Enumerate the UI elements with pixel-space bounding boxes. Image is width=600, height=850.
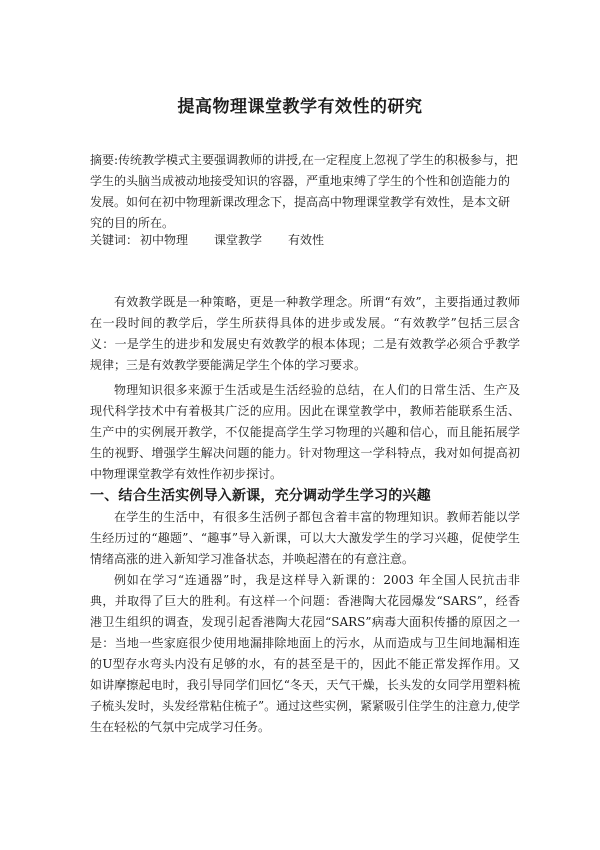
paragraph: 例如在学习“连通器”时，我是这样导入新课的：2003 年全国人民抗击非典，并取得了巨大的胜利。有这样一个问题：香港陶大花园爆发“SARS”，经香港卫生组织的调查，发现引起香港陶大花园“SARS”病毒大面积传播的原因之一是：当地一些家庭很少使用地漏排除地面上的污水，从而造成与卫生间地漏相连的U型存水弯头内没有足够的水，有的甚至是干的，因此不能正常发挥作用。又如讲摩擦起电时，我引导同学们回忆“冬天，天气干燥，长头发的女同学用塑料梳子梳头发时，头发经常粘住梳子”。通过这些实例，紧紧吸引住学生的注意力,使学生在轻松的气氛中完成学习任务。 xyxy=(90,573,520,734)
paragraph: 有效教学既是一种策略，更是一种教学理念。所谓“有效”，主要指通过教师在一段时间的教学后，学生所获得具体的进步或发展。“有效教学”包括三层含义：一是学生的进步和发展史有效教学的根本体现；二是有效教学必须合乎教学规律；三是有效教学要能满足学生个体的学习要求。 xyxy=(90,295,520,372)
body-text xyxy=(90,292,520,738)
abstract: 摘要:传统教学模式主要强调教师的讲授,在一定程度上忽视了学生的积极参与，把学生的头脑当成被动地接受知识的容器，严重地束缚了学生的个性和创造能力的发展。如何在初中物理新课改理念下，提高高中物理课堂教学有效性，是本文研究的目的所在。 xyxy=(90,153,518,230)
keywords-label: 关键词： xyxy=(90,233,139,247)
section-heading: 一、结合生活实例导入新课，充分调动学生学习的兴趣 xyxy=(90,488,431,504)
keyword: 有效性 xyxy=(288,233,325,247)
keywords xyxy=(90,230,350,250)
paragraph: 物理知识很多来源于生活或是生活经验的总结，在人们的日常生活、生产及现代科学技术中有着极其广泛的应用。因此在课堂教学中，教师若能联系生活、生产中的实例展开教学，不仅能提高学生学习物理的兴趣和信心，而且能拓展学生的视野、增强学生解决问题的能力。针对物理这一学科特点，我对如何提高初中物理课堂教学有效性作初步探讨。 xyxy=(90,383,520,481)
page-title: 提高物理课堂教学有效性的研究 xyxy=(177,97,423,117)
keyword: 初中物理 xyxy=(140,233,189,247)
keyword: 课堂教学 xyxy=(214,233,263,247)
paragraph: 在学生的生活中，有很多生活例子都包含着丰富的物理知识。教师若能以学生经历过的“趣题”、“趣事”导入新课，可以大大激发学生的学习兴趣，促使学生情绪高涨的进入新知学习准备状态，并唤起潜在的有意注意。 xyxy=(90,510,520,566)
